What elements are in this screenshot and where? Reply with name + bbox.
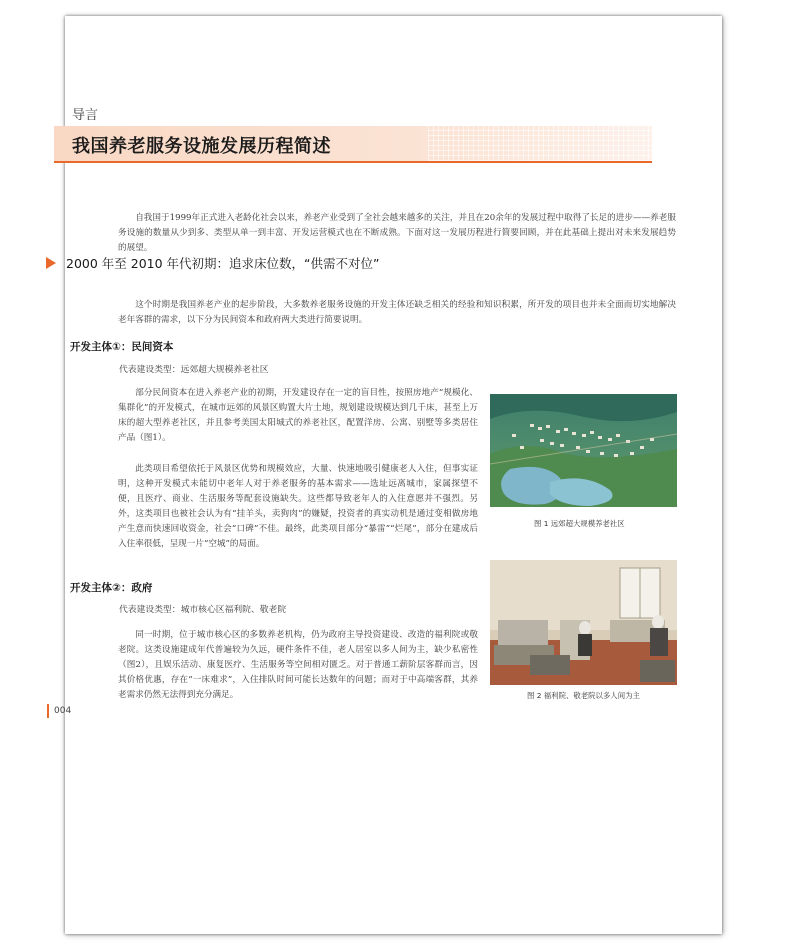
subsection1-paragraph1: 部分民间资本在进入养老产业的初期，开发建设存在一定的盲目性，按照房地产“规模化、集群化”的开发模式，在城市远郊的风景区购置大片土地，规划建设规模达到几千床，甚至上万床的超大型养老社区，并且参考美国太阳城式的养老社区，配置洋房、公寓、别墅等多类居住产品（图1）。 — [118, 388, 478, 443]
figure1-caption: 图 1 远郊超大规模养老社区 — [534, 519, 625, 528]
section-heading — [46, 254, 380, 272]
figure1-image — [490, 394, 677, 507]
chapter-title-band — [54, 126, 652, 163]
title-band-pattern — [428, 126, 652, 161]
chapter-title: 我国养老服务设施发展历程简述 — [72, 136, 331, 157]
subsection1-title: 开发主体①：民间资本 — [70, 341, 174, 353]
subsection1-paragraph2: 此类项目希望依托于风景区优势和规模效应，大量、快速地吸引健康老人入住，但事实证明，这种开发模式未能切中老年人对于养老服务的基本需求——选址远离城市，家属探望不便，且医疗、商业、生活服务等配套设施缺失。这些都导致老年人的入住意愿并不强烈。另外，这类项目也被社会认为有“挂羊头，卖狗肉”的嫌疑，投资者的真实动机是通过变相做房地产生意而快速回收资金，社会“口碑”不佳。最终，此类项目部分“暴雷”“烂尾”，部分在建成后入住率很低，呈现一片“空城”的局面。 — [118, 464, 478, 549]
section-title: 2000 年至 2010 年代初期：追求床位数，“供需不对位” — [66, 256, 380, 271]
intro-paragraph: 自我国于1999年正式进入老龄化社会以来，养老产业受到了全社会越来越多的关注，并且在20余年的发展过程中取得了长足的进步——养老服务设施的数量从少到多、类型从单一到丰富、开发运营模式也在不断成熟。下面对这一发展历程进行简要回顾，并在此基础上提出对未来发展趋势的展望。 — [118, 213, 676, 253]
chapter-eyebrow: 导言 — [72, 108, 99, 123]
subsection2-title: 开发主体②：政府 — [70, 582, 153, 594]
section-intro: 这个时期是我国养老产业的起步阶段，大多数养老服务设施的开发主体还缺乏相关的经验和知识积累，所开发的项目也并未全面而切实地解决老年客群的需求，以下分为民间资本和政府两大类进行简要说明。 — [118, 300, 676, 325]
figure2-caption: 图 2 福利院、敬老院以多人间为主 — [527, 691, 640, 700]
subsection2-rep-type: 代表建设类型：城市核心区福利院、敬老院 — [119, 605, 287, 615]
figure2-image — [490, 560, 677, 685]
subsection1-rep-type: 代表建设类型：远郊超大规模养老社区 — [119, 365, 269, 375]
triangle-marker-icon — [46, 257, 56, 269]
subsection2-paragraph1: 同一时期，位于城市核心区的多数养老机构，仍为政府主导投资建设、改造的福利院或敬老院。这类设施建成年代普遍较为久远，硬件条件不佳，老人居室以多人间为主，缺少私密性（图2），且娱乐活动、康复医疗、生活服务等空间相对匮乏。对于普通工薪阶层客群而言，因其价格优惠，存在“一床难求”，入住排队时间可能长达数年的问题；而对于中高端客群，其养老需求仍然无法得到充分满足。 — [118, 630, 478, 700]
page-number: 004 — [47, 704, 71, 718]
